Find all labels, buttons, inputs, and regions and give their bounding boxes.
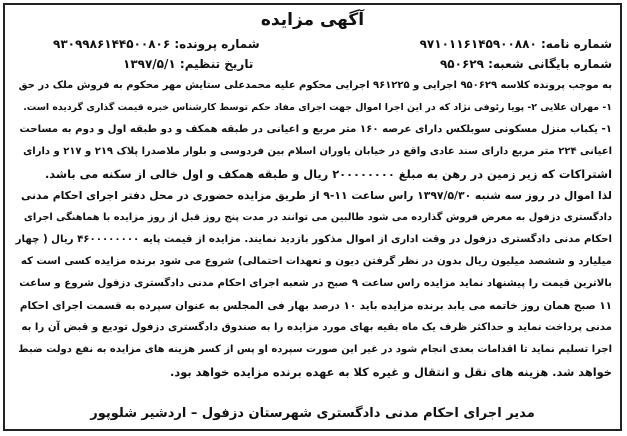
meta-row-2 bbox=[13, 53, 612, 75]
notice-title: آگهی مزایده bbox=[260, 10, 365, 30]
request-number: شماره نامه: ۹۷۱۰۱۱۶۱۴۵۹۰۰۸۸۰ bbox=[419, 37, 612, 51]
body-line: ۱- مهران علایی ۲- پویا رئوفی نژاد که در این اجرا اموال جهت اجرای مفاد حکم توسط کارشناس خبره قیمت گذاری گردیده است. bbox=[23, 102, 612, 113]
body-line: دادگستری دزفول به معرض فروش گذارده می شود طالبین می توانند در مدت پنج روز قبل از روز مزایده با هماهنگی اجرای bbox=[23, 212, 612, 223]
notice-frame bbox=[3, 3, 622, 431]
body-line: میلیارد و ششصد میلیون ریال بدون در نظر گرفتن دیون و تعهدات احتمالی) شروع می شود برنده مزایده کسی است که bbox=[20, 256, 612, 267]
body-line: به موجب پرونده کلاسه ۹۵۰۶۲۹ اجرایی و ۹۶۱۲۲۵ اجرایی محکوم علیه محمدعلی ستایش مهر محکوم به فروش ملک در حق bbox=[18, 80, 612, 91]
archive-number: شماره بایگانی شعبه: ۹۵۰۶۲۹ bbox=[439, 57, 612, 71]
body-line: اشتراکات که زیر زمین در رهن به مبلغ ۲۰۰۰۰۰۰۰۰ ریال و طبقه همکف و اول خالی از سکنه می باشد. bbox=[44, 167, 612, 181]
body-line: احکام مدنی دادگستری دزفول در وقت اداری از اموال مذکور بازدید نمایند. مزایده از قیمت پایه ۴۶۰۰۰۰۰۰۰۰ ریال ( چهار bbox=[15, 234, 612, 245]
meta-row-1 bbox=[13, 33, 612, 55]
body-line: لذا اموال در روز سه شنبه ۱۳۹۷/۵/۳۰ راس ساعت ۱۱-۹ از طریق مزایده حضوری در محل دفتر اجرای احکام مدنی bbox=[21, 189, 612, 202]
notice-signature: مدیر اجرای احکام مدنی دادگستری شهرستان دزفول – اردشیر شلوپور bbox=[90, 406, 535, 421]
body-line: ۱۱ صبح همان روز خاتمه می یابد برنده مزایده باید ۱۰ درصد بهار فی المجلس به عنوان سپرده به قسمت اجرای احکام bbox=[19, 300, 612, 312]
body-line: خواهد شد. هزینه های نقل و انتقال و غیره کلا به عهده برنده مزایده خواهد بود. bbox=[170, 365, 612, 379]
body-line: اجرا تسلیم نماید تا اقدامات بعدی انجام شود در غیر این صورت سپرده او پس از کسر هزینه های مزایده به نفع دولت ضبط bbox=[18, 344, 612, 355]
body-line: ۱- یکباب منزل مسکونی سوبلکس دارای عرصه ۱۶۰ متر مربع و اعیانی در طبقه همکف و دو طبقه اول و دوم به مساحت bbox=[19, 124, 612, 135]
body-line: بالاترین قیمت را پیشنهاد نماید مزایده راس ساعت ۹ صبح در شعبه اجرای احکام مدنی دادگستری دزفول شروع و ساعت bbox=[19, 278, 612, 289]
case-number: شماره پرونده: ۹۳۰۹۹۸۶۱۴۴۵۰۰۸۰۶ bbox=[53, 37, 260, 51]
body-line: مدنی پرداخت نماید و حداکثر ظرف یک ماه بقیه بهای مورد مزایده را به صندوق دادگستری دزفول تودیع و قبض آن را به bbox=[21, 322, 612, 333]
body-line: اعیانی ۲۲۴ متر مربع دارای سند عادی واقع در خیابان یاوران اسلام بین فردوسی و بلوار ملاصدرا پلاک ۲۱۹ و ۲۱۷ و دارای bbox=[23, 146, 612, 157]
issue-date: تاریخ تنظیم: ۱۳۹۷/۵/۱ bbox=[123, 57, 254, 71]
